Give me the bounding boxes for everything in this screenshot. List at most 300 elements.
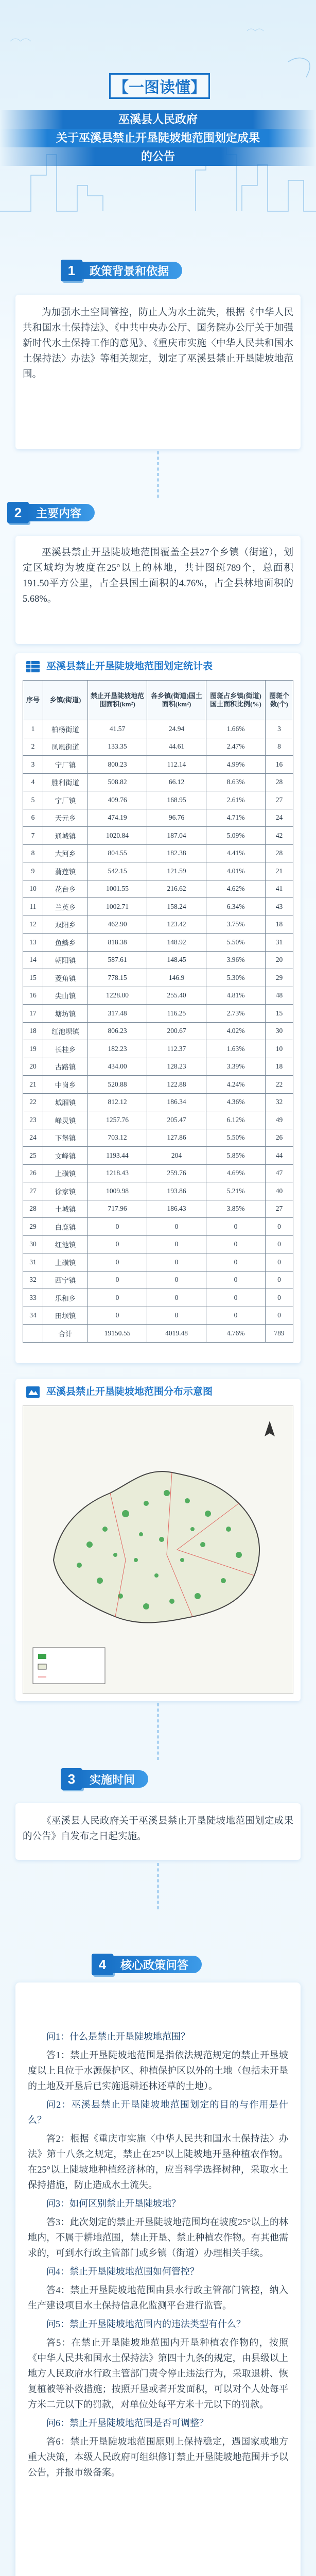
table-cell: 宁厂镇 xyxy=(43,756,88,774)
table-row xyxy=(23,1307,293,1325)
table-cell: 28 xyxy=(266,844,293,862)
table-cell: 4.02% xyxy=(206,1022,266,1040)
table-row xyxy=(23,934,293,952)
table-cell: 508.82 xyxy=(88,773,147,791)
table-cell: 土城镇 xyxy=(43,1200,88,1218)
qa-question-6: 问6：禁止开垦陡坡地范围是否可调整？ xyxy=(46,2418,208,2428)
table-cell: 合计 xyxy=(43,1325,88,1343)
table-cell: 122.88 xyxy=(147,1076,206,1094)
table-cell: 1 xyxy=(23,720,43,738)
table-cell: 812.12 xyxy=(88,1093,147,1111)
table-cell: 168.95 xyxy=(147,791,206,809)
qa-answer-4: 答4：禁止开垦陡坡地范围由县水行政主管部门管控，纳入生产建设项目水土保持信息化监测平台进行监管。 xyxy=(28,2285,288,2311)
table-cell: 0 xyxy=(88,1218,147,1236)
main-content-paragraph: 巫溪县禁止开垦陡坡地范围覆盖全县27个乡镇（街道），划定区域均为坡度在25°以上的林地，共计图斑789个，总面积191.50平方公里，占全县国土面积的4.76%，占全县林地面积的5.68%。 xyxy=(23,548,293,604)
table-cell: 0 xyxy=(147,1307,206,1325)
table-cell: 409.76 xyxy=(88,791,147,809)
map-title-text: 巫溪县禁止开垦陡坡地范围分布示意图 xyxy=(46,1386,213,1397)
table-cell: 112.14 xyxy=(147,756,206,774)
table-cell: 29 xyxy=(266,969,293,987)
table-row xyxy=(23,1182,293,1200)
table-cell: 13 xyxy=(23,934,43,952)
table-cell: 凤凰街道 xyxy=(43,738,88,756)
table-cell: 15 xyxy=(23,969,43,987)
table-cell: 703.12 xyxy=(88,1129,147,1147)
table-cell: 上磺镇 xyxy=(43,1253,88,1272)
background-text xyxy=(23,305,293,382)
table-row xyxy=(23,791,293,809)
table-cell: 182.23 xyxy=(88,1040,147,1058)
table-cell: 116.25 xyxy=(147,1005,206,1023)
table-cell: 0 xyxy=(206,1218,266,1236)
table-cell: 27 xyxy=(266,791,293,809)
table-cell: 白鹿镇 xyxy=(43,1218,88,1236)
table-cell: 789 xyxy=(266,1325,293,1343)
table-cell: 双阳乡 xyxy=(43,916,88,934)
table-cell: 27 xyxy=(266,1200,293,1218)
header-tag: 【一图读懂】 xyxy=(109,73,210,99)
qa-question-4: 问4：禁止开垦陡坡地范围如何管控？ xyxy=(46,2266,199,2277)
table-cell: 0 xyxy=(266,1307,293,1325)
qa-answer-6: 答6：禁止开垦陡坡地范围原则上保持稳定，遇国家或地方重大决策，本级人民政府可组织修订禁止开垦陡坡地范围并予以公告，并报市级备案。 xyxy=(28,2436,288,2478)
table-row xyxy=(23,1058,293,1076)
table-cell: 12 xyxy=(23,916,43,934)
table-row xyxy=(23,1005,293,1023)
table-cell: 43 xyxy=(266,898,293,916)
table-cell: 146.9 xyxy=(147,969,206,987)
table-header-cell: 序号 xyxy=(23,681,43,720)
table-cell: 9 xyxy=(23,862,43,880)
table-cell: 4 xyxy=(23,773,43,791)
table-cell: 778.15 xyxy=(88,969,147,987)
table-cell: 28 xyxy=(266,773,293,791)
table-cell: 112.37 xyxy=(147,1040,206,1058)
table-cell: 鱼鳞乡 xyxy=(43,934,88,952)
table-cell: 10 xyxy=(23,880,43,898)
table-row xyxy=(23,862,293,880)
table-row xyxy=(23,1218,293,1236)
table-cell: 32 xyxy=(23,1271,43,1289)
table-cell: 21 xyxy=(266,862,293,880)
table-cell: 8 xyxy=(23,844,43,862)
table-cell: 0 xyxy=(266,1289,293,1307)
table-cell: 红池镇 xyxy=(43,1235,88,1253)
qa-question-3: 问3：如何区别禁止开垦陡坡地？ xyxy=(46,2198,181,2209)
section-2-number: 2 xyxy=(7,502,29,523)
table-cell: 0 xyxy=(206,1235,266,1253)
section-4-number: 4 xyxy=(92,1954,113,1975)
table-cell: 16 xyxy=(266,756,293,774)
table-cell: 25 xyxy=(23,1147,43,1165)
table-cell: 186.43 xyxy=(147,1200,206,1218)
table-cell: 42 xyxy=(266,827,293,845)
table-cell: 3.96% xyxy=(206,951,266,969)
table-row xyxy=(23,1271,293,1289)
table-cell: 205.47 xyxy=(147,1111,206,1129)
header-title-line-2: 关于巫溪县禁止开垦陡坡地范围划定成果 xyxy=(0,129,316,147)
table-cell: 27 xyxy=(23,1182,43,1200)
header xyxy=(0,0,316,227)
table-row xyxy=(23,1040,293,1058)
table-cell: 66.12 xyxy=(147,773,206,791)
table-cell: 186.34 xyxy=(147,1093,206,1111)
table-row xyxy=(23,1076,293,1094)
table-cell: 18 xyxy=(23,1022,43,1040)
table-cell: 133.35 xyxy=(88,738,147,756)
section-4-title: 核心政策问答 xyxy=(111,1956,202,1973)
table-row xyxy=(23,951,293,969)
table-cell: 158.24 xyxy=(147,898,206,916)
background-paragraph: 为加强水土空间管控，防止人为水土流失，根据《中华人民共和国水土保持法》、《中共中央办公厅、国务院办公厅关于加强新时代水土保持工作的意见》、《重庆市实施〈中华人民共和国水土保持法〉办法》等相关规定，划定了巫溪县禁止开垦陡坡地范围。 xyxy=(23,308,293,380)
table-row xyxy=(23,773,293,791)
table-cell: 4.71% xyxy=(206,809,266,827)
table-cell: 0 xyxy=(206,1289,266,1307)
table-cell: 0 xyxy=(88,1271,147,1289)
table-row xyxy=(23,1093,293,1111)
distribution-map xyxy=(23,1405,293,1694)
table-cell: 40 xyxy=(266,1182,293,1200)
table-cell: 26 xyxy=(266,1129,293,1147)
section-1-head xyxy=(61,259,182,282)
table-cell: 15 xyxy=(266,1005,293,1023)
qa-answer-3: 答3：此次划定的禁止开垦陡坡地范围均在坡度25°以上的林地内，不属于耕地范围，禁止开垦、禁止种植农作物。有其他需求的，可到水行政主管部门或乡镇（街道）办理相关手续。 xyxy=(28,2217,288,2258)
table-cell: 204 xyxy=(147,1147,206,1165)
table-cell: 5.30% xyxy=(206,969,266,987)
table-cell: 4.01% xyxy=(206,862,266,880)
table-cell: 1218.43 xyxy=(88,1164,147,1182)
table-cell: 8.63% xyxy=(206,773,266,791)
statistics-table-title-text: 巫溪县禁止开垦陡坡地范围划定统计表 xyxy=(46,661,213,672)
table-cell: 20 xyxy=(23,1058,43,1076)
table-cell: 21 xyxy=(23,1076,43,1094)
header-title-banner xyxy=(0,110,316,166)
table-cell: 32 xyxy=(266,1093,293,1111)
table-cell: 434.00 xyxy=(88,1058,147,1076)
table-cell: 文峰镇 xyxy=(43,1147,88,1165)
table-cell: 462.90 xyxy=(88,916,147,934)
table-cell: 804.55 xyxy=(88,844,147,862)
section-1-title: 政策背景和依据 xyxy=(80,262,182,279)
table-cell: 474.19 xyxy=(88,809,147,827)
table-cell: 峰灵镇 xyxy=(43,1111,88,1129)
section-2-head xyxy=(7,501,95,524)
table-cell: 1193.44 xyxy=(88,1147,147,1165)
table-cell: 宁厂镇 xyxy=(43,791,88,809)
table-cell: 49 xyxy=(266,1111,293,1129)
table-cell: 7 xyxy=(23,827,43,845)
table-cell: 520.88 xyxy=(88,1076,147,1094)
table-cell: 0 xyxy=(206,1253,266,1272)
qa-question-1: 问1：什么是禁止开垦陡坡地范围？ xyxy=(46,2031,190,2042)
table-cell: 红池坝镇 xyxy=(43,1022,88,1040)
table-cell: 4.36% xyxy=(206,1093,266,1111)
qa-card xyxy=(15,1982,301,2576)
table-cell: 148.92 xyxy=(147,934,206,952)
table-cell: 胜利街道 xyxy=(43,773,88,791)
table-cell: 587.61 xyxy=(88,951,147,969)
qa-answer-5: 答5：在禁止开垦陡坡地范围内开垦种植农作物的，按照《中华人民共和国水土保持法》第四十九条的规定，由县级以上地方人民政府水行政主管部门责令停止违法行为，采取退耕、恢复植被等补救措施；按照开垦或者开发面积，可以对个人处每平方米二元以下的罚款，对单位处每平方米十元以下的罚款。 xyxy=(28,2337,288,2410)
table-cell: 806.23 xyxy=(88,1022,147,1040)
table-cell: 0 xyxy=(88,1307,147,1325)
table-row xyxy=(23,1235,293,1253)
table-cell: 0 xyxy=(147,1218,206,1236)
table-cell: 187.04 xyxy=(147,827,206,845)
table-cell: 中岗乡 xyxy=(43,1076,88,1094)
table-cell: 255.40 xyxy=(147,987,206,1005)
table-cell: 24.94 xyxy=(147,720,206,738)
section-2-title: 主要内容 xyxy=(27,504,95,521)
table-cell: 1001.55 xyxy=(88,880,147,898)
table-cell: 19 xyxy=(23,1040,43,1058)
table-row xyxy=(23,756,293,774)
table-cell: 0 xyxy=(88,1235,147,1253)
table-cell: 5.85% xyxy=(206,1147,266,1165)
table-cell: 2 xyxy=(23,738,43,756)
table-cell: 0 xyxy=(266,1235,293,1253)
table-cell: 菱角镇 xyxy=(43,969,88,987)
table-cell: 17 xyxy=(23,1005,43,1023)
section-3-title: 实施时间 xyxy=(80,1770,148,1788)
table-cell: 16 xyxy=(23,987,43,1005)
table-cell: 1.63% xyxy=(206,1040,266,1058)
table-cell: 542.15 xyxy=(88,862,147,880)
table-cell: 26 xyxy=(23,1164,43,1182)
timing-paragraph: 《巫溪县人民政府关于巫溪县禁止开垦陡坡地范围划定成果的公告》自发布之日起实施。 xyxy=(23,1816,293,1842)
table-cell: 0 xyxy=(206,1271,266,1289)
table-cell: 3.39% xyxy=(206,1058,266,1076)
table-row xyxy=(23,1200,293,1218)
table-cell: 4.99% xyxy=(206,756,266,774)
map-card xyxy=(15,1379,301,1701)
table-cell: 148.45 xyxy=(147,951,206,969)
statistics-table xyxy=(23,680,293,1343)
table-cell: 天元乡 xyxy=(43,809,88,827)
table-cell: 长桂乡 xyxy=(43,1040,88,1058)
table-cell: 18 xyxy=(266,1058,293,1076)
table-cell: 47 xyxy=(266,1164,293,1182)
statistics-table-card xyxy=(15,653,301,1363)
table-cell: 4.69% xyxy=(206,1164,266,1182)
table-cell: 31 xyxy=(266,934,293,952)
table-cell: 0 xyxy=(147,1235,206,1253)
table-row xyxy=(23,809,293,827)
table-row xyxy=(23,1022,293,1040)
table-cell: 29 xyxy=(23,1218,43,1236)
table-cell: 3.85% xyxy=(206,1200,266,1218)
table-cell: 800.23 xyxy=(88,756,147,774)
table-cell: 10 xyxy=(266,1040,293,1058)
table-cell: 1228.00 xyxy=(88,987,147,1005)
table-cell: 大河乡 xyxy=(43,844,88,862)
table-cell: 1002.71 xyxy=(88,898,147,916)
qa-question-2: 问2：巫溪县禁止开垦陡坡地范围划定的目的与作用是什么？ xyxy=(28,2099,288,2125)
section-3-head xyxy=(61,1767,148,1791)
table-cell: 19150.55 xyxy=(88,1325,147,1343)
table-cell: 48 xyxy=(266,987,293,1005)
table-cell: 4.81% xyxy=(206,987,266,1005)
table-header-cell: 各乡镇(街道)国土面积(km²) xyxy=(147,681,206,720)
table-cell: 3 xyxy=(266,720,293,738)
section-1-number: 1 xyxy=(61,260,82,281)
table-cell: 5.09% xyxy=(206,827,266,845)
table-cell: 8 xyxy=(266,738,293,756)
table-cell: 城厢镇 xyxy=(43,1093,88,1111)
table-row xyxy=(23,969,293,987)
table-header-cell: 禁止开垦陡坡地范围面积(km²) xyxy=(88,681,147,720)
connector-line xyxy=(157,1703,159,1760)
table-cell: 30 xyxy=(23,1235,43,1253)
table-row xyxy=(23,738,293,756)
table-cell: 0 xyxy=(266,1253,293,1272)
table-row xyxy=(23,1164,293,1182)
table-cell: 蒲莲镇 xyxy=(43,862,88,880)
qa-answer-1: 答1：禁止开垦陡坡地范围是指依法规范规定的禁止开垦坡度以上且位于水源保护区、种植保护区以外的土地（包括未开垦的土地及开垦后已实施退耕还林还草的土地）。 xyxy=(28,2050,288,2091)
table-cell: 0 xyxy=(266,1271,293,1289)
table-cell: 下堡镇 xyxy=(43,1129,88,1147)
table-cell: 6.12% xyxy=(206,1111,266,1129)
table-cell: 0 xyxy=(88,1253,147,1272)
table-cell: 44.61 xyxy=(147,738,206,756)
section-3-number: 3 xyxy=(61,1768,82,1790)
table-cell: 24 xyxy=(23,1129,43,1147)
table-cell: 24 xyxy=(266,809,293,827)
table-cell: 193.86 xyxy=(147,1182,206,1200)
section-4-head xyxy=(92,1953,202,1976)
table-row xyxy=(23,916,293,934)
timing-text xyxy=(23,1814,293,1844)
table-cell: 兰英乡 xyxy=(43,898,88,916)
table-cell: 2.61% xyxy=(206,791,266,809)
qa-answer-2: 答2：根据《重庆市实施〈中华人民共和国水土保持法〉办法》第十八条之规定，禁止在25°以上陡坡地开垦种植农作物。在25°以上陡坡地种植经济林的，应当科学选择树种，采取水土保持措施，防止造成水土流失。 xyxy=(28,2133,288,2190)
table-cell: 柏杨街道 xyxy=(43,720,88,738)
table-header-cell: 乡镇(街道) xyxy=(43,681,88,720)
table-cell: 尖山镇 xyxy=(43,987,88,1005)
table-cell: 朝阳镇 xyxy=(43,951,88,969)
table-cell: 22 xyxy=(23,1093,43,1111)
table-cell: 1.66% xyxy=(206,720,266,738)
table-cell: 徐家镇 xyxy=(43,1182,88,1200)
table-cell: 5 xyxy=(23,791,43,809)
table-cell: 0 xyxy=(266,1218,293,1236)
table-body xyxy=(23,720,293,1343)
table-cell: 33 xyxy=(23,1289,43,1307)
qa-list xyxy=(28,2029,288,2483)
map-icon xyxy=(26,1386,40,1398)
table-cell: 5.50% xyxy=(206,1129,266,1147)
table-cell: 11 xyxy=(23,898,43,916)
table-cell: 4019.48 xyxy=(147,1325,206,1343)
table-cell: 西宁镇 xyxy=(43,1271,88,1289)
map-title xyxy=(26,1384,213,1400)
table-cell: 317.48 xyxy=(88,1005,147,1023)
table-cell: 乐和乡 xyxy=(43,1289,88,1307)
table-row xyxy=(23,1111,293,1129)
header-title-line-3: 的公告 xyxy=(0,147,316,166)
table-cell: 23 xyxy=(23,1111,43,1129)
table-cell: 20 xyxy=(266,951,293,969)
table-row xyxy=(23,1147,293,1165)
connector-line xyxy=(157,451,159,498)
table-cell: 4.62% xyxy=(206,880,266,898)
table-header-row xyxy=(23,681,293,720)
table-cell: 3 xyxy=(23,756,43,774)
table-cell: 5.50% xyxy=(206,934,266,952)
table-cell: 717.96 xyxy=(88,1200,147,1218)
table-cell: 塘坊镇 xyxy=(43,1005,88,1023)
table-row xyxy=(23,898,293,916)
table-cell: 28 xyxy=(23,1200,43,1218)
table-cell: 4.41% xyxy=(206,844,266,862)
table-cell: 上磺镇 xyxy=(43,1164,88,1182)
table-header-cell: 图斑个数(个) xyxy=(266,681,293,720)
table-cell xyxy=(23,1325,43,1343)
table-row xyxy=(23,987,293,1005)
table-cell: 0 xyxy=(147,1271,206,1289)
table-cell: 34 xyxy=(23,1307,43,1325)
table-row xyxy=(23,827,293,845)
table-row xyxy=(23,720,293,738)
table-cell: 200.67 xyxy=(147,1022,206,1040)
table-cell: 182.38 xyxy=(147,844,206,862)
table-cell: 1020.84 xyxy=(88,827,147,845)
header-title-line-1: 巫溪县人民政府 xyxy=(0,110,316,129)
table-cell: 44 xyxy=(266,1147,293,1165)
table-cell: 5.21% xyxy=(206,1182,266,1200)
connector-line xyxy=(157,1863,159,1909)
table-cell: 2.47% xyxy=(206,738,266,756)
table-cell: 花台乡 xyxy=(43,880,88,898)
table-cell: 14 xyxy=(23,951,43,969)
table-cell: 4.76% xyxy=(206,1325,266,1343)
table-cell: 通城镇 xyxy=(43,827,88,845)
table-cell: 0 xyxy=(147,1289,206,1307)
table-cell: 18 xyxy=(266,916,293,934)
table-cell: 22 xyxy=(266,1076,293,1094)
table-row xyxy=(23,1289,293,1307)
table-header-cell: 图斑占乡镇(街道)国土面积比例(%) xyxy=(206,681,266,720)
table-cell: 216.62 xyxy=(147,880,206,898)
table-cell: 818.38 xyxy=(88,934,147,952)
table-icon xyxy=(26,660,40,673)
table-row xyxy=(23,1325,293,1343)
table-cell: 259.76 xyxy=(147,1164,206,1182)
table-cell: 123.42 xyxy=(147,916,206,934)
table-cell: 1009.98 xyxy=(88,1182,147,1200)
table-cell: 0 xyxy=(147,1253,206,1272)
statistics-table-title xyxy=(26,658,213,675)
table-cell: 41 xyxy=(266,880,293,898)
table-cell: 0 xyxy=(88,1289,147,1307)
table-cell: 0 xyxy=(206,1307,266,1325)
table-cell: 128.23 xyxy=(147,1058,206,1076)
table-cell: 6.34% xyxy=(206,898,266,916)
table-row xyxy=(23,880,293,898)
table-row xyxy=(23,844,293,862)
table-cell: 30 xyxy=(266,1022,293,1040)
table-cell: 127.86 xyxy=(147,1129,206,1147)
table-cell: 96.76 xyxy=(147,809,206,827)
table-cell: 3.75% xyxy=(206,916,266,934)
table-cell: 6 xyxy=(23,809,43,827)
qa-question-5: 问5：禁止开垦陡坡地范围内的违法类型有什么？ xyxy=(46,2319,245,2329)
table-cell: 1257.76 xyxy=(88,1111,147,1129)
table-row xyxy=(23,1253,293,1272)
table-row xyxy=(23,1129,293,1147)
table-cell: 4.24% xyxy=(206,1076,266,1094)
table-cell: 田坝镇 xyxy=(43,1307,88,1325)
table-cell: 41.57 xyxy=(88,720,147,738)
table-cell: 31 xyxy=(23,1253,43,1272)
